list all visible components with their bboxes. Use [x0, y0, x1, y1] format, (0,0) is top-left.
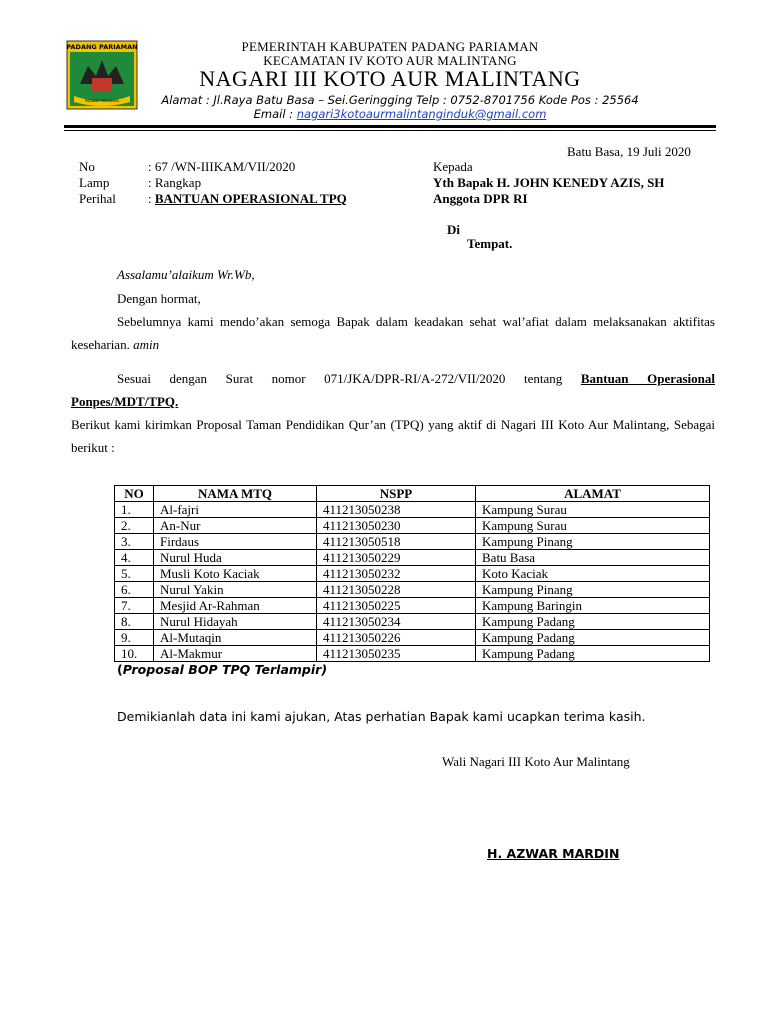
letterhead-email-line — [140, 107, 660, 121]
table-row — [115, 614, 710, 630]
cell-no: 4. — [115, 550, 154, 566]
cell-nspp: 411213050229 — [317, 550, 476, 566]
cell-nspp: 411213050225 — [317, 598, 476, 614]
paragraph-2-text: Sesuai dengan Surat nomor 071/JKA/DPR-RI/A-272/VII/2020 tentang — [117, 371, 581, 386]
closing-sentence: Demikianlah data ini kami ajukan, Atas perhatian Bapak kami ucapkan terima kasih. — [117, 709, 646, 724]
cell-nspp: 411213050232 — [317, 566, 476, 582]
signature-name: H. AZWAR MARDIN — [487, 846, 620, 861]
table-row — [115, 550, 710, 566]
table-row — [115, 566, 710, 582]
cell-alamat: Kampung Padang — [476, 630, 710, 646]
cell-nspp: 411213050234 — [317, 614, 476, 630]
cell-nama: Musli Koto Kaciak — [154, 566, 317, 582]
table-header-row — [115, 486, 710, 502]
col-nspp: NSPP — [317, 486, 476, 502]
subject-text: BANTUAN OPERASIONAL TPQ — [154, 191, 347, 206]
cell-nspp: 411213050235 — [317, 646, 476, 662]
field-perihal-sep: : — [148, 191, 155, 206]
cell-nspp: 411213050230 — [317, 518, 476, 534]
salam: Assalamu’alaikum Wr.Wb, — [117, 267, 255, 282]
cell-nspp: 411213050228 — [317, 582, 476, 598]
recipient-name: Yth Bapak H. JOHN KENEDY AZIS, SH — [433, 175, 665, 190]
table-row — [115, 534, 710, 550]
signature-title: Wali Nagari III Koto Aur Malintang — [442, 754, 630, 769]
cell-nspp: 411213050518 — [317, 534, 476, 550]
col-nama: NAMA MTQ — [154, 486, 317, 502]
cell-no: 7. — [115, 598, 154, 614]
cell-nspp: 411213050238 — [317, 502, 476, 518]
field-lamp-label: Lamp — [79, 175, 110, 190]
cell-nama: Al-Makmur — [154, 646, 317, 662]
cell-nama: Mesjid Ar-Rahman — [154, 598, 317, 614]
cell-alamat: Kampung Padang — [476, 646, 710, 662]
letterhead-address: Alamat : Jl.Raya Batu Basa – Sei.Geringging Telp : 0752-8701756 Kode Pos : 25564 — [161, 93, 639, 107]
letterhead-line2: KECAMATAN IV KOTO AUR MALINTANG — [263, 53, 517, 68]
paragraph-1 — [71, 310, 715, 356]
paragraph-1-text: Sebelumnya kami mendo’akan semoga Bapak dalam keadakan sehat wal’afiat dalam melaksanakan aktifitas keseharian. — [71, 314, 715, 352]
table-row — [115, 646, 710, 662]
cell-nama: An-Nur — [154, 518, 317, 534]
recipient-tempat: Tempat. — [467, 236, 513, 251]
cell-no: 5. — [115, 566, 154, 582]
letterhead-line1: PEMERINTAH KABUPATEN PADANG PARIAMAN — [241, 39, 539, 54]
letterhead-title: NAGARI III KOTO AUR MALINTANG — [199, 66, 581, 91]
logo-text: PADANG PARIAMAN — [66, 43, 138, 51]
paragraph-2 — [71, 367, 715, 413]
cell-alamat: Kampung Baringin — [476, 598, 710, 614]
cell-alamat: Kampung Padang — [476, 614, 710, 630]
cell-no: 1. — [115, 502, 154, 518]
cell-no: 10. — [115, 646, 154, 662]
field-perihal-label: Perihal — [79, 191, 116, 206]
cell-alamat: Kampung Surau — [476, 502, 710, 518]
col-no: NO — [115, 486, 154, 502]
cell-nama: Firdaus — [154, 534, 317, 550]
letter-date: Batu Basa, 19 Juli 2020 — [567, 144, 691, 159]
cell-no: 8. — [115, 614, 154, 630]
cell-nama: Nurul Huda — [154, 550, 317, 566]
cell-no: 9. — [115, 630, 154, 646]
attachment-text: Proposal BOP TPQ Terlampir) — [122, 662, 328, 677]
paragraph-3: Berikut kami kirimkan Proposal Taman Pendidikan Qur’an (TPQ) yang aktif di Nagari III Koto Aur Malintang, Sebagai berikut : — [71, 417, 715, 455]
field-perihal-value — [148, 191, 347, 207]
recipient-di: Di — [447, 222, 460, 237]
email-label: Email : — [253, 107, 297, 121]
recipient-position: Anggota DPR RI — [433, 191, 528, 206]
table-row — [115, 630, 710, 646]
cell-alamat: Kampung Surau — [476, 518, 710, 534]
table-row — [115, 502, 710, 518]
paragraph-1-amin: amin — [133, 337, 160, 352]
table-row — [115, 598, 710, 614]
col-alamat: ALAMAT — [476, 486, 710, 502]
cell-no: 6. — [115, 582, 154, 598]
field-no-label: No — [79, 159, 95, 174]
greeting: Dengan hormat, — [117, 291, 201, 306]
email-link[interactable]: nagari3kotoaurmalintanginduk@gmail.com — [296, 107, 547, 121]
cell-nama: Nurul Hidayah — [154, 614, 317, 630]
attachment-paren: ( — [117, 662, 123, 677]
cell-alamat: Kampung Pinang — [476, 534, 710, 550]
cell-nama: Nurul Yakin — [154, 582, 317, 598]
padang-pariaman-logo — [66, 40, 138, 110]
cell-nama: Al-fajri — [154, 502, 317, 518]
letterhead-rule-thin — [64, 130, 716, 131]
attachment-note — [117, 662, 327, 677]
cell-alamat: Batu Basa — [476, 550, 710, 566]
cell-no: 2. — [115, 518, 154, 534]
table-row — [115, 518, 710, 534]
recipient-kepada: Kepada — [433, 159, 473, 174]
cell-alamat: Koto Kaciak — [476, 566, 710, 582]
paragraph-2-program: Bantuan Operasional Ponpes/MDT/TPQ. — [71, 371, 715, 409]
cell-no: 3. — [115, 534, 154, 550]
cell-nama: Al-Mutaqin — [154, 630, 317, 646]
cell-alamat: Kampung Pinang — [476, 582, 710, 598]
field-no-value: : 67 /WN-IIIKAM/VII/2020 — [148, 159, 296, 174]
logo-ribbon: PADANG PARIAMAN — [85, 99, 119, 103]
cell-nspp: 411213050226 — [317, 630, 476, 646]
field-lamp-value: : Rangkap — [148, 175, 202, 190]
letterhead-rule-thick — [64, 125, 716, 128]
table-row — [115, 582, 710, 598]
tpq-table — [114, 485, 710, 662]
